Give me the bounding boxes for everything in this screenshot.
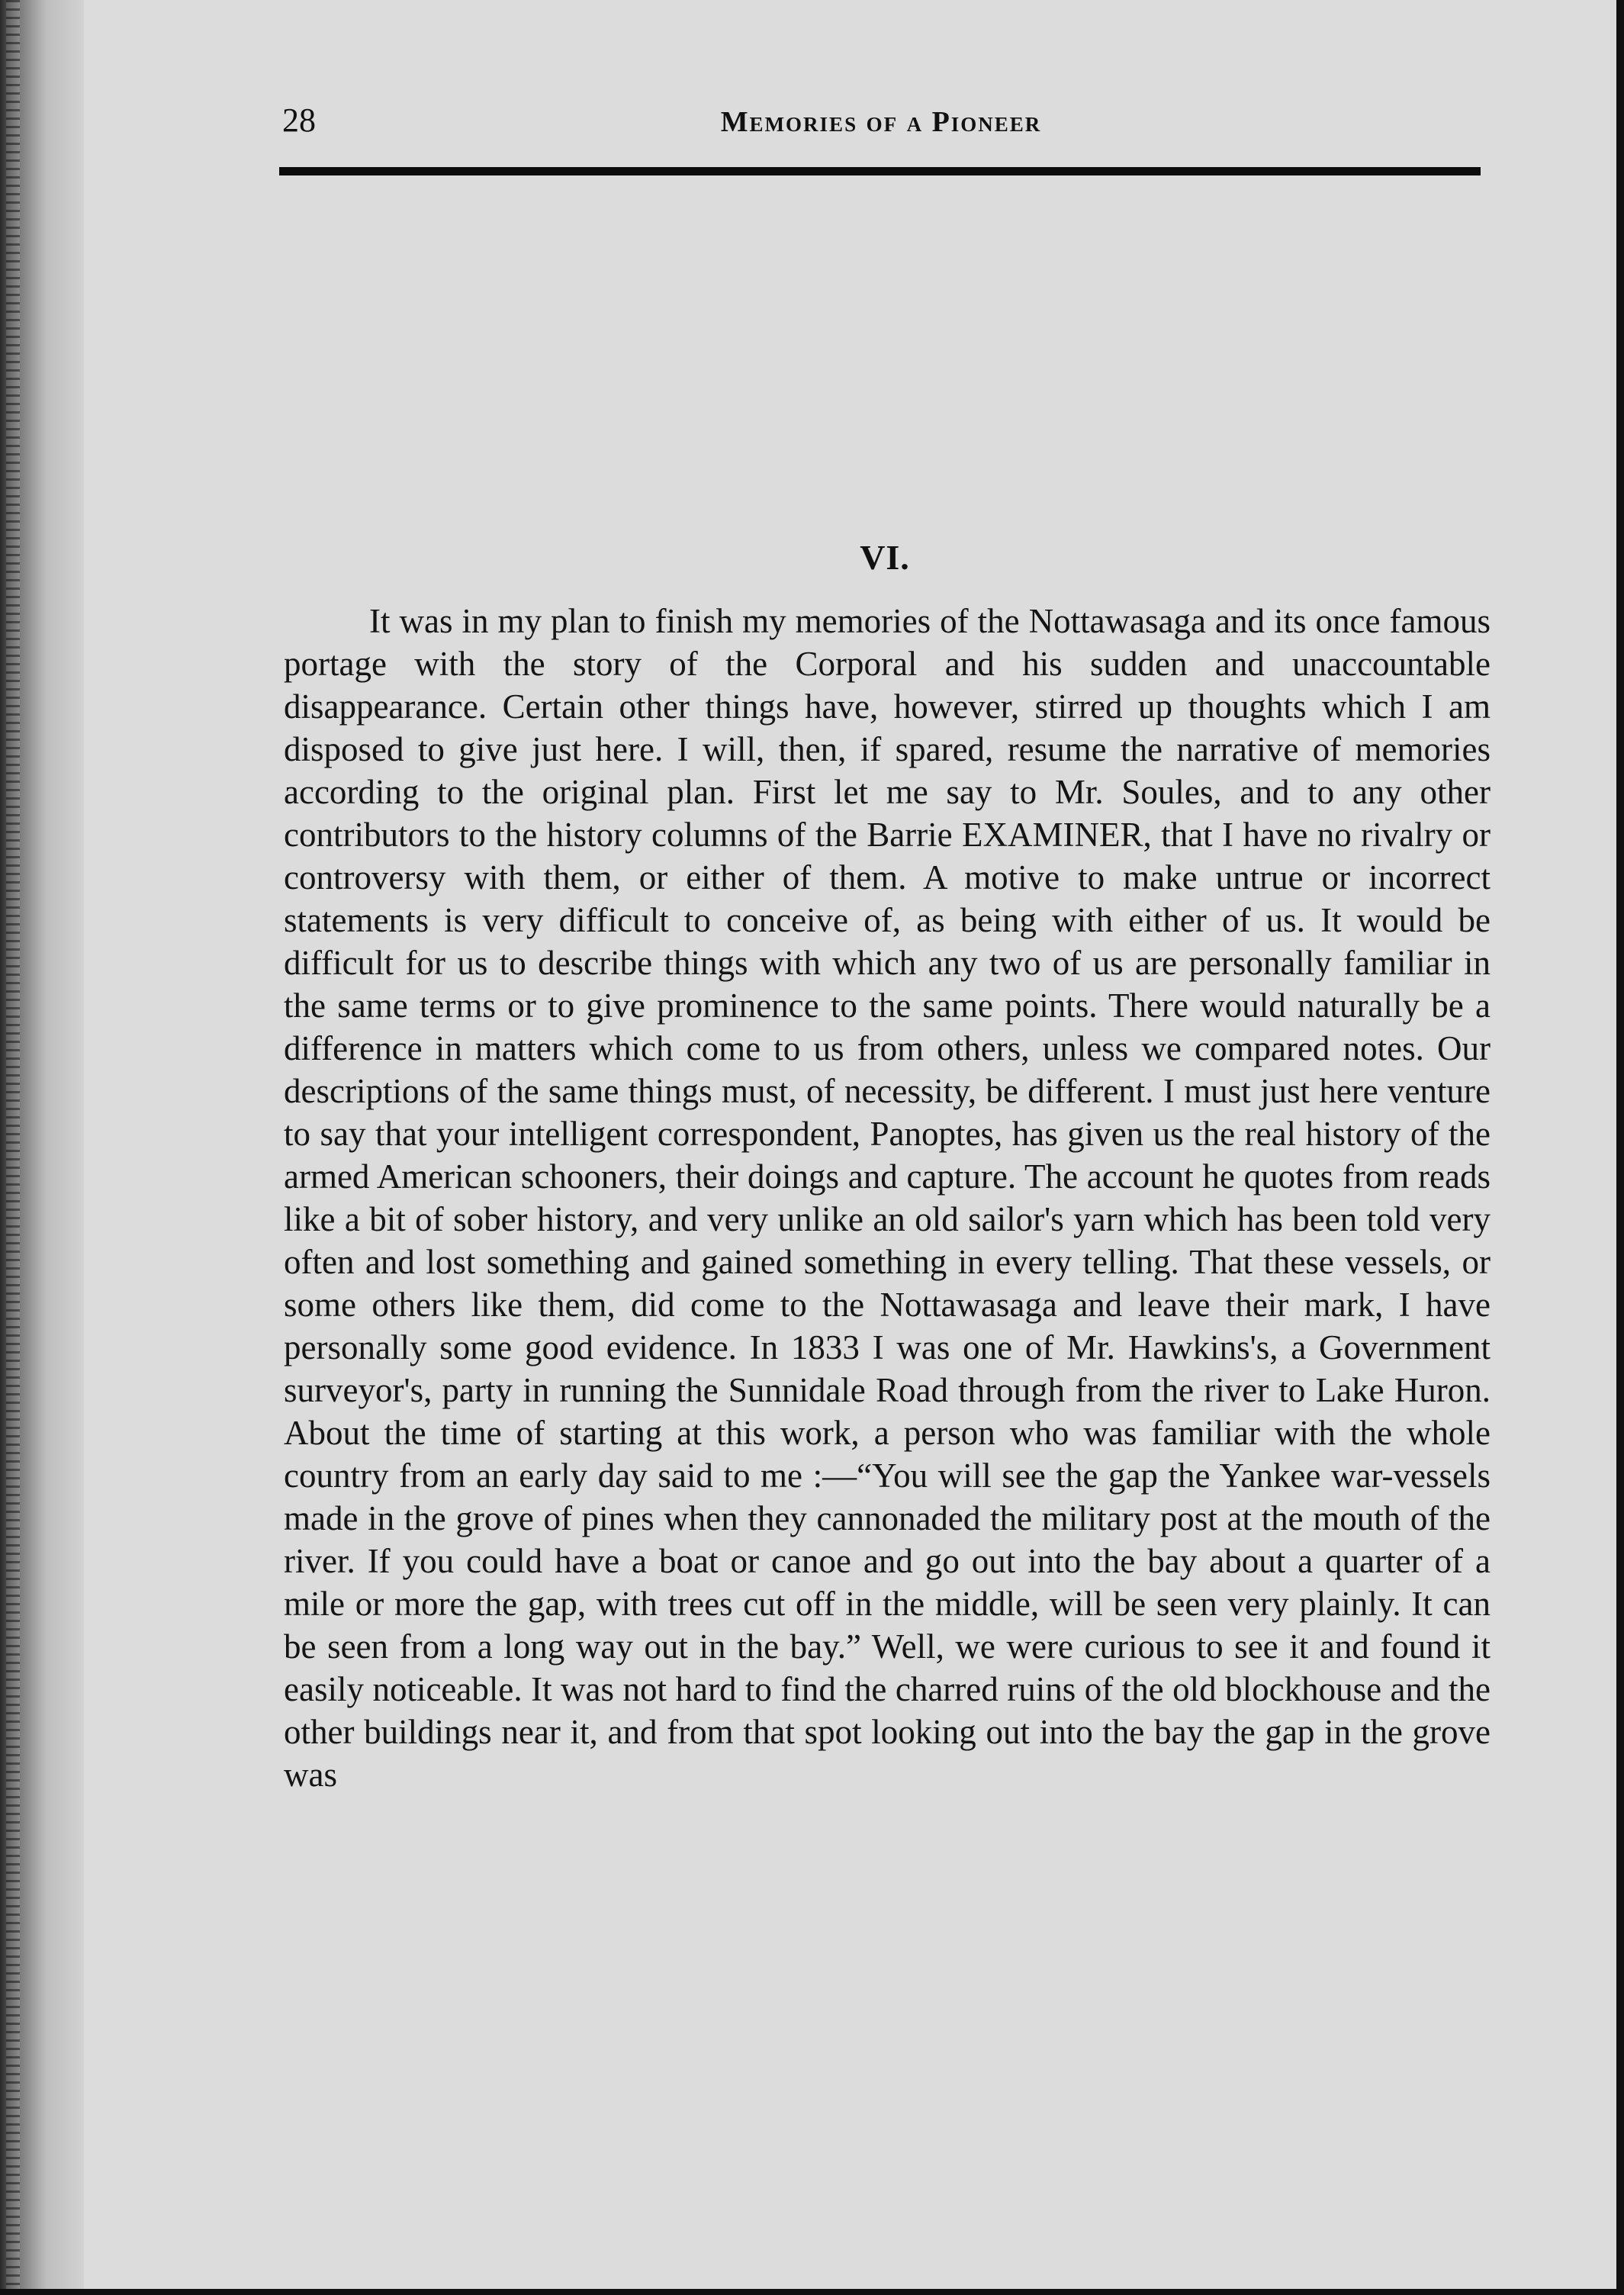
body-paragraph: It was in my plan to finish my memories of the Nottawasaga and its once famous portage with the story of the Corporal and his sudden and unaccountable disappearance. Certain other things have, however, stirred up thoughts which I am disposed to give just here. I will, then, if spared, resume the narrative of memories according to the original plan. First let me say to Mr. Soules, and to any other contributors to the history columns of the Barrie EXAMINER, that I have no rivalry or controversy with them, or either of them. A motive to make untrue or incorrect statements is very difficult to conceive of, as being with either of us. It would be difficult for us to describe things with which any two of us are personally familiar in the same terms or to give prominence to the same points. There would naturally be a difference in matters which come to us from others, unless we compared notes. Our descriptions of the same things must, of necessity, be different. I must just here venture to say that your intelligent correspondent, Panoptes, has given us the real history of the armed American schooners, their doings and capture. The account he quotes from reads like a bit of sober history, and very unlike an old sailor's yarn which has been told very often and lost something and gained something in every telling. That these vessels, or some others like them, did come to the Nottawasaga and leave their mark, I have personally some good evidence. In 1833 I was one of Mr. Hawkins's, a Government surveyor's, party in running the Sunnidale Road through from the river to Lake Huron. About the time of starting at this work, a person who was familiar with the whole country from an early day said to me :—“You will see the gap the Yankee war-vessels made in the grove of pines when they cannonaded the military post at the mouth of the river. If you could have a boat or canoe and go out into the bay about a quarter of a mile or more the gap, with trees cut off in the middle, will be seen very plainly. It can be seen from a long way out in the bay.” Well, we were curious to see it and found it easily noticeable. It was not hard to find the charred ruins of the old blockhouse and the other buildings near it, and from that spot looking out into the bay the gap in the grove was bbox=[284, 602, 1491, 1794]
running-head bbox=[282, 101, 1480, 146]
page-binding-edge bbox=[0, 0, 84, 2295]
header-rule bbox=[279, 167, 1481, 175]
page-number: 28 bbox=[282, 101, 316, 139]
chapter-heading: VI. bbox=[860, 538, 910, 577]
running-title: Memories of a Pioneer bbox=[720, 106, 1042, 138]
scan-right-border bbox=[1616, 0, 1624, 2295]
scan-bottom-border bbox=[0, 2289, 1624, 2295]
